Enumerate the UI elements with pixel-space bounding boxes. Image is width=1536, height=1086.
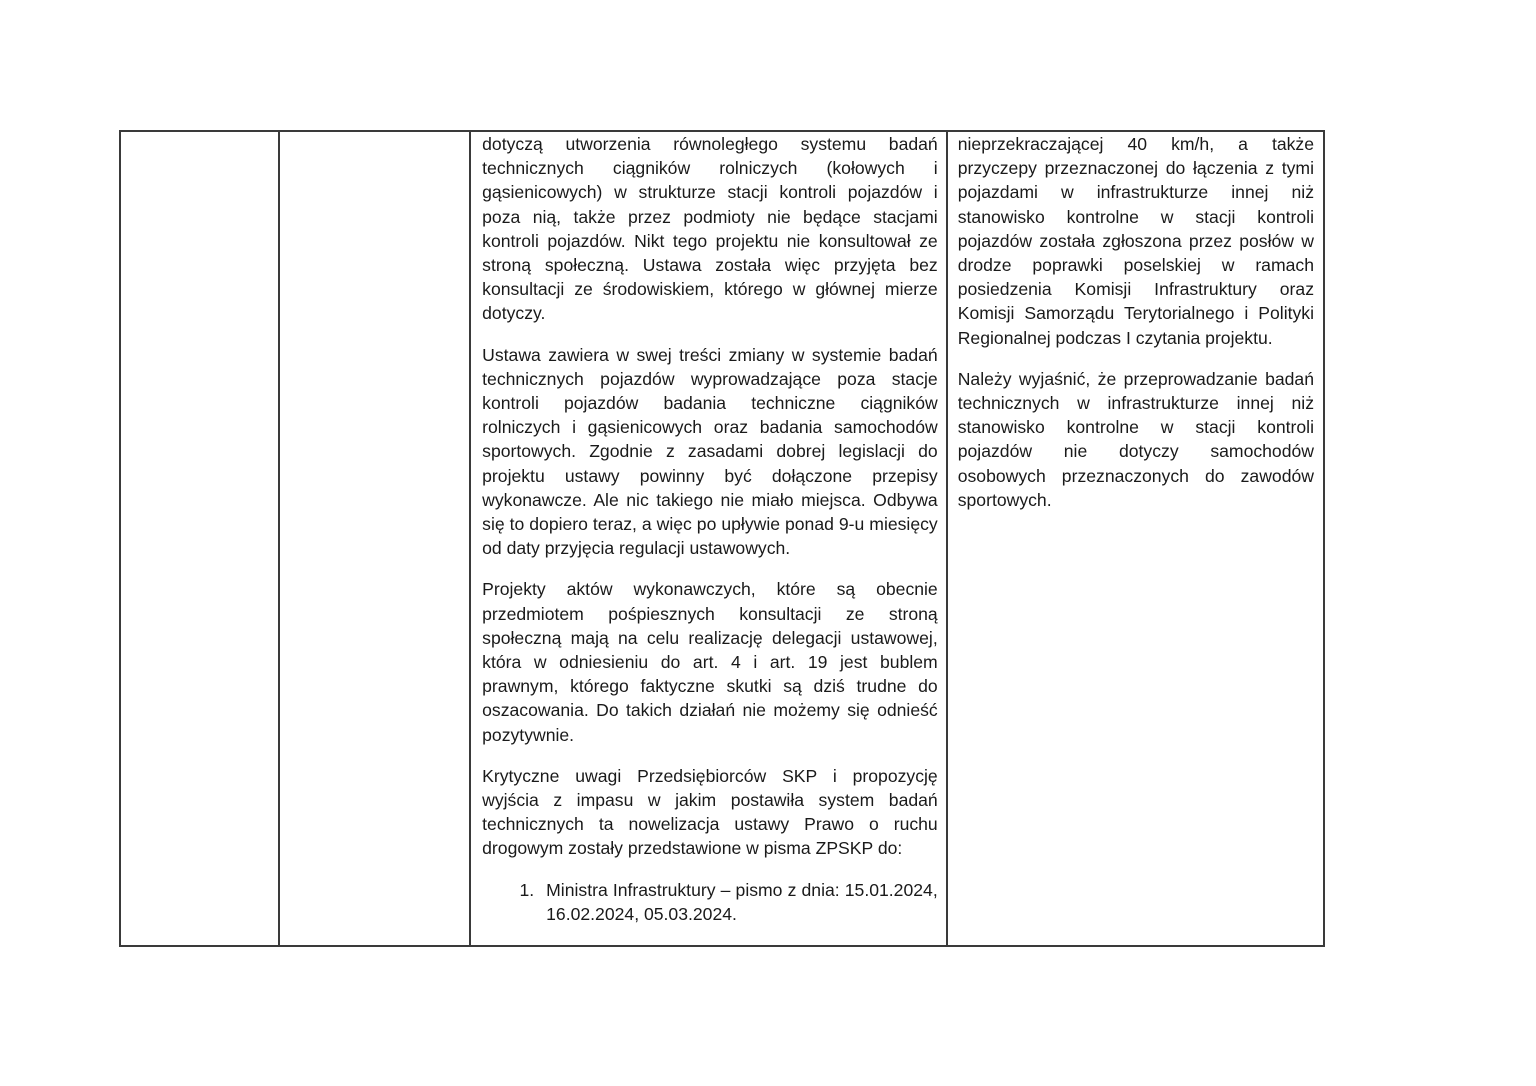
response-paragraph-1: nieprzekraczającej 40 km/h, a także przyczepy przeznaczonej do łączenia z tymi pojazdami w infrastrukturze innej niż stanowisko kontrolne w stacji kontroli pojazdów została zgłoszona przez posłów w drodze poprawki poselskiej w ramach posiedzenia Komisji Infrastruktury oraz Komisji Samorządu Terytorialnego i Polityki Regionalnej podczas I czytania projektu.: [957, 134, 1314, 348]
response-content: [948, 132, 1323, 512]
consultation-table: [119, 130, 1325, 947]
table-cell-empty-1: [120, 131, 279, 946]
remarks-paragraph-4: Krytyczne uwagi Przedsiębiorców SKP i propozycję wyjścia z impasu w jakim postawiła system badań technicznych ta nowelizacja ustawy Prawo o ruchu drogowym zostały przedstawione w pisma ZPSKP do:: [482, 765, 938, 859]
remarks-content: [471, 132, 946, 926]
table-cell-remarks: [470, 131, 947, 946]
list-item-text: Ministra Infrastruktury – pismo z dnia: 15.01.2024, 16.02.2024, 05.03.2024.: [546, 879, 938, 924]
remarks-paragraph-1: dotyczą utworzenia równoległego systemu badań technicznych ciągników rolniczych (kołowych i gąsienicowych) w strukturze stacji kontroli pojazdów i poza nią, także przez podmioty nie będące stacjami kontroli pojazdów. Nikt tego projektu nie konsultował ze stroną społeczną. Ustawa została więc przyjęta bez konsultacji ze środowiskiem, którego w głównej mierze dotyczy.: [482, 134, 938, 324]
letters-list: [482, 878, 938, 926]
response-paragraph-2: Należy wyjaśnić, że przeprowadzanie badań technicznych w infrastrukturze innej niż stanowisko kontrolne w stacji kontroli pojazdów nie dotyczy samochodów osobowych przeznaczonych do zawodów sportowych.: [957, 368, 1314, 510]
table-cell-empty-2: [279, 131, 471, 946]
remarks-paragraph-2: Ustawa zawiera w swej treści zmiany w systemie badań technicznych pojazdów wyprowadzające poza stacje kontroli pojazdów badania techniczne ciągników rolniczych i gąsienicowych oraz badania samochodów sportowych. Zgodnie z zasadami dobrej legislacji do projektu ustawy powinny być dołączone przepisy wykonawcze. Ale nic takiego nie miało miejsca. Odbywa się to dopiero teraz, a więc po upływie ponad 9-u miesięcy od daty przyjęcia regulacji ustawowych.: [482, 344, 938, 559]
table-cell-response: [947, 131, 1324, 946]
remarks-paragraph-3: Projekty aktów wykonawczych, które są obecnie przedmiotem pośpiesznych konsultacji ze stroną społeczną mają na celu realizację delegacji ustawowej, która w odniesieniu do art. 4 i art. 19 jest bublem prawnym, którego faktyczne skutki są dziś trudne do oszacowania. Do takich działań nie możemy się odnieść pozytywnie.: [482, 579, 938, 745]
list-item-number: 1.: [519, 879, 535, 900]
table-row: [120, 131, 1324, 946]
list-item: [482, 878, 938, 926]
